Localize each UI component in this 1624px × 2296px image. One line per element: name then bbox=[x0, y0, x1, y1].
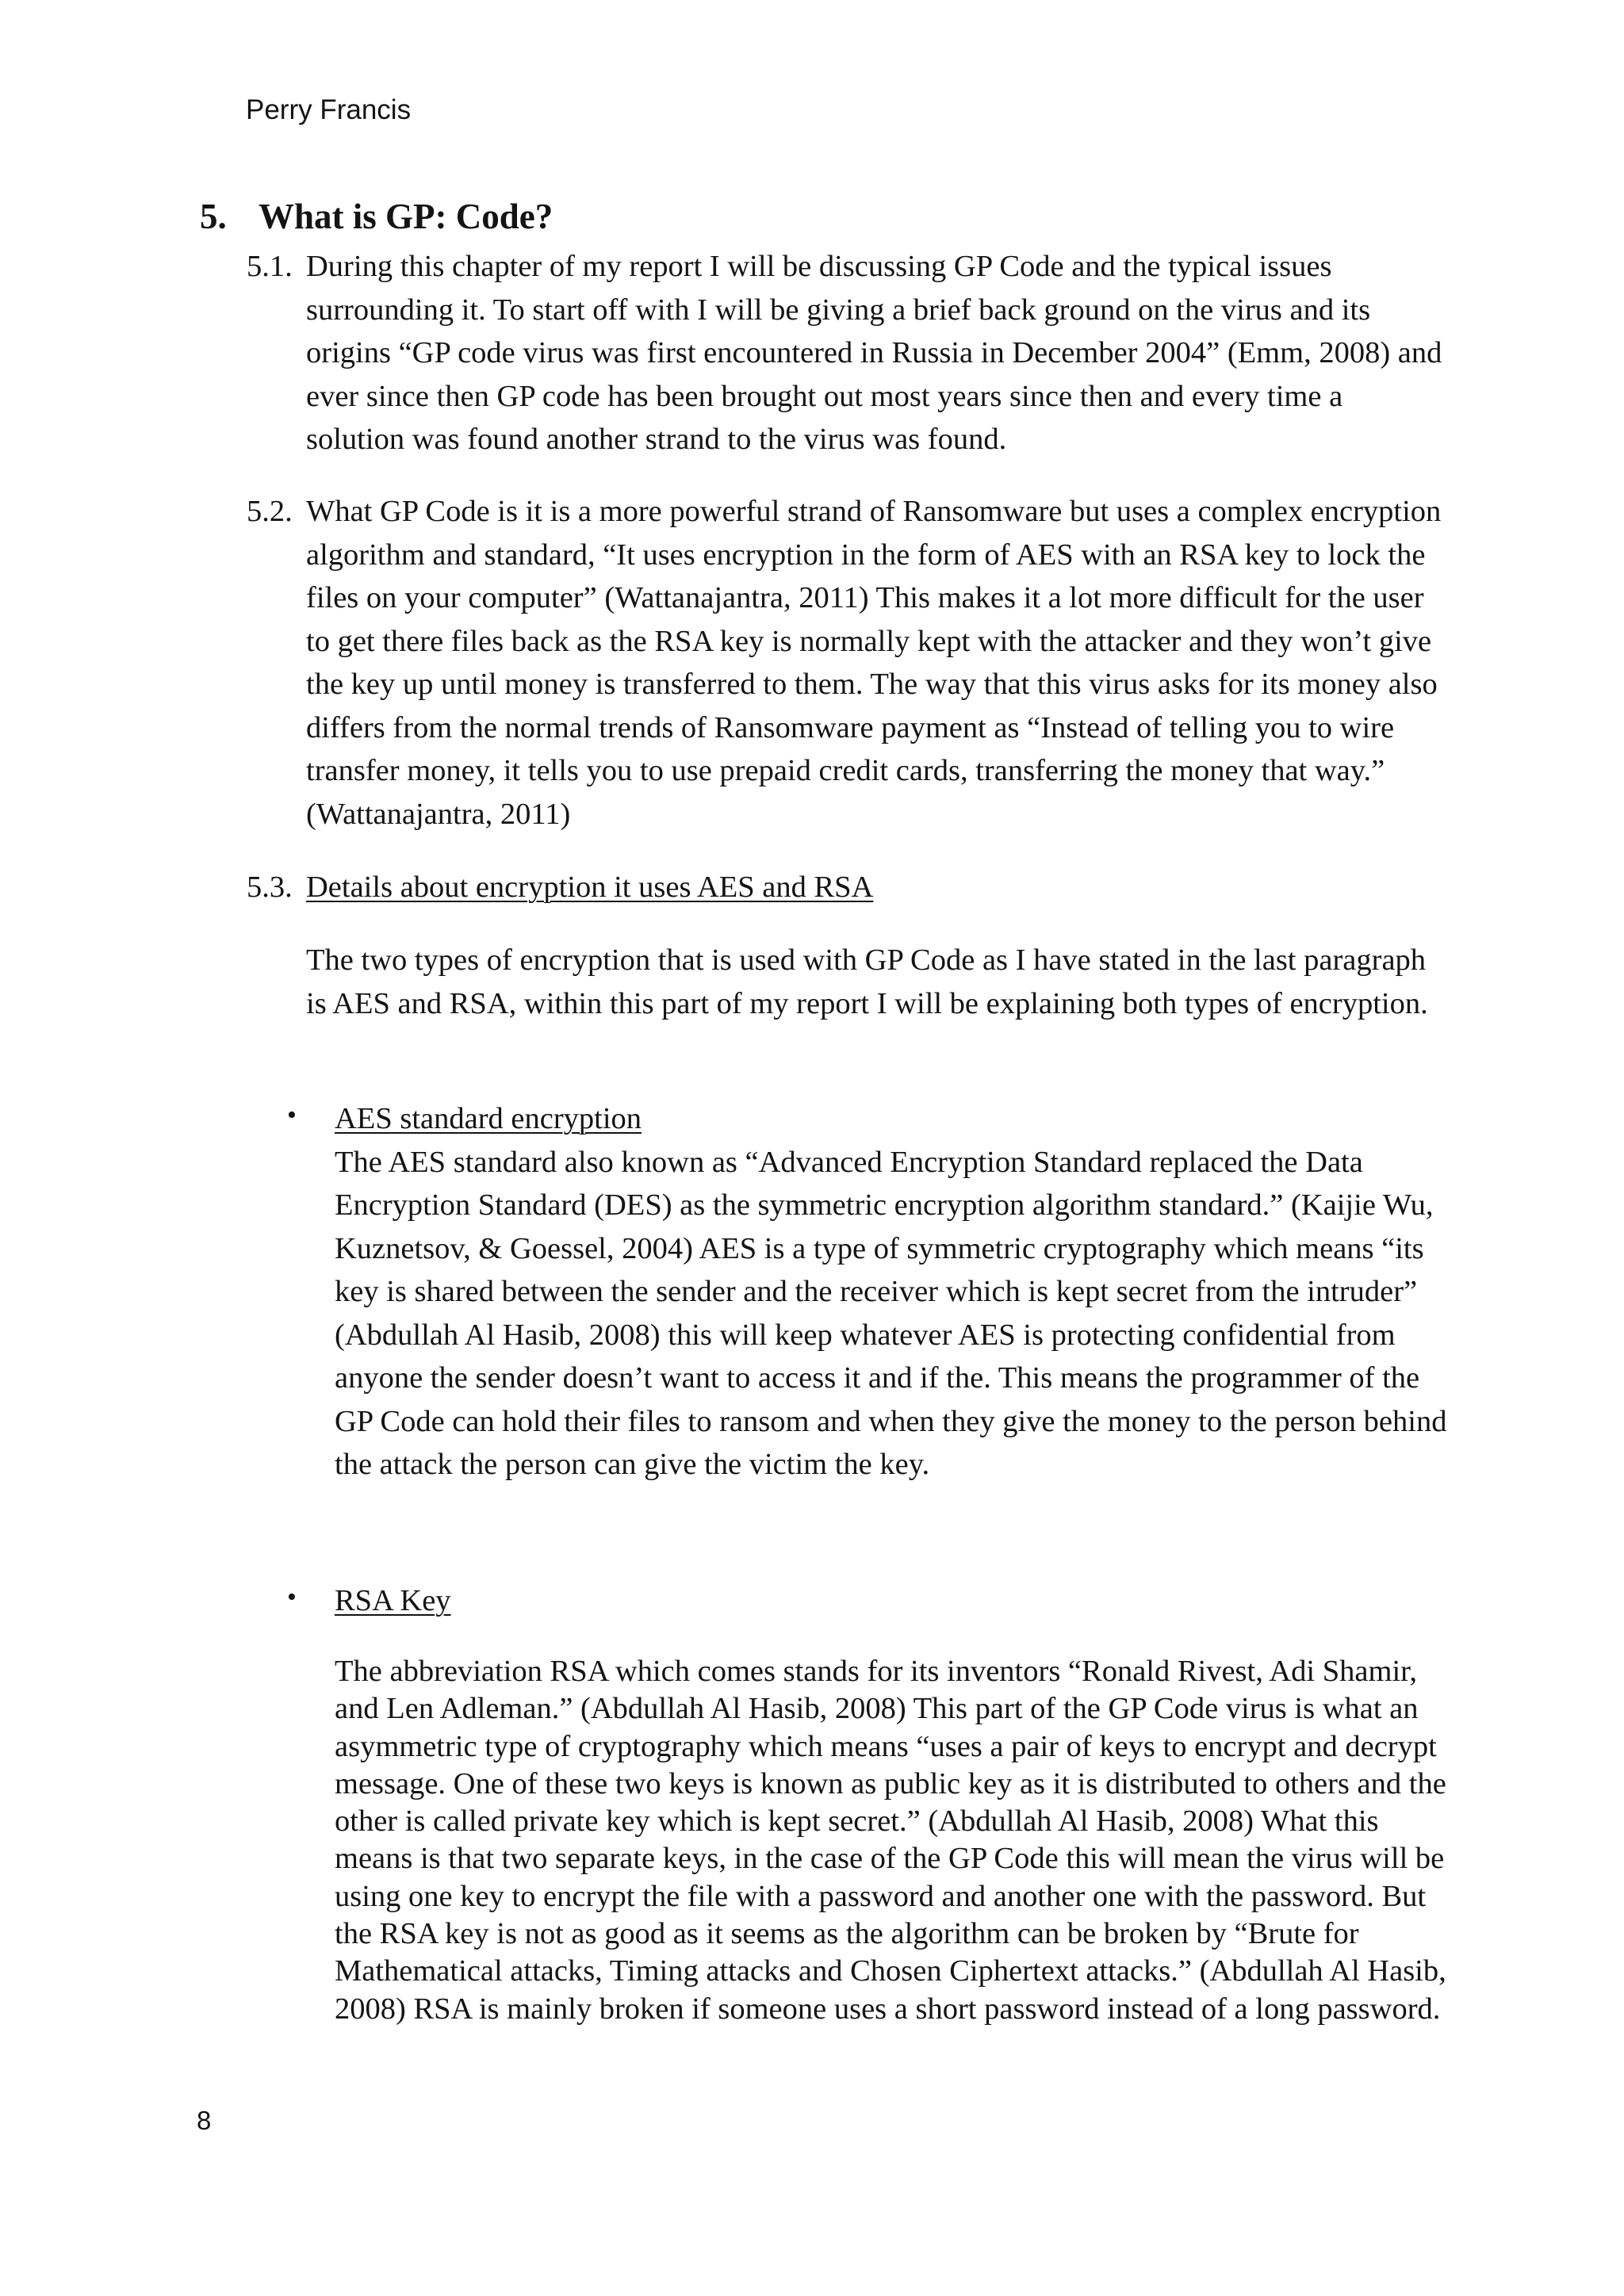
aes-title: AES standard encryption bbox=[335, 1102, 642, 1135]
page-header-author: Perry Francis bbox=[246, 94, 412, 125]
rsa-title: RSA Key bbox=[335, 1584, 451, 1617]
subsection-5-1 bbox=[247, 245, 1444, 461]
rsa-bullet-title-row bbox=[335, 1579, 1449, 1623]
subsection-number: 5.3. bbox=[247, 871, 293, 904]
subsection-5-3 bbox=[247, 866, 1444, 909]
section-heading-number: 5. bbox=[200, 197, 227, 236]
encryption-intro-paragraph: The two types of encryption that is used with GP Code as I have stated in the last paragraph is AES and RSA, within this part of my report I will be explaining both types of encryption. bbox=[306, 943, 1428, 1020]
subsection-5-2 bbox=[247, 490, 1444, 836]
rsa-text: The abbreviation RSA which comes stands for its inventors “Ronald Rivest, Adi Shamir, and Len Adleman.” (Abdullah Al Hasib, 2008) This part of the GP Code virus is what an asymmetric type of cryptography which means “uses a pair of keys to encrypt and decrypt message. One of these two keys is known as public key as it is distributed to others and the other is called private key which is kept secret.” (Abdullah Al Hasib, 2008) What this means is that two separate keys, in the case of the GP Code this will mean the virus will be using one key to encrypt the file with a password and another one with the password. But the RSA key is not as good as it seems as the algorithm can be broken by “Brute for Mathematical attacks, Timing attacks and Chosen Ciphertext attacks.” (Abdullah Al Hasib, 2008) RSA is mainly broken if someone uses a short password instead of a long password. bbox=[335, 1655, 1446, 2026]
subsection-text: What GP Code is it is a more powerful strand of Ransomware but uses a complex encryption algorithm and standard, “It uses encryption in the form of AES with an RSA key to lock the files on your computer” (Wattanajantra, 2011) This makes it a lot more difficult for the user to get there files back as the RSA key is normally kept with the attacker and they won’t give the key up until money is transferred to them. The way that this virus asks for its money also differs from the normal trends of Ransomware payment as “Instead of telling you to wire transfer money, it tells you to use prepaid credit cards, transferring the money that way.” (Wattanajantra, 2011) bbox=[306, 495, 1442, 831]
aes-text: The AES standard also known as “Advanced Encryption Standard replaced the Data Encryption Standard (DES) as the symmetric encryption algorithm standard.” (Kaijie Wu, Kuznetsov, & Goessel, 2004) AES is a type of symmetric cryptography which means “its key is shared between the sender and the receiver which is kept secret from the intruder” (Abdullah Al Hasib, 2008) this will keep whatever AES is protecting confidential from anyone the sender doesn’t want to access it and if the. This means the programmer of the GP Code can hold their files to ransom and when they give the money to the person behind the attack the person can give the victim the key. bbox=[335, 1145, 1447, 1481]
bullet-icon: • bbox=[287, 1582, 297, 1612]
subsection-number: 5.1. bbox=[247, 250, 293, 283]
subsection-text: During this chapter of my report I will be discussing GP Code and the typical issues surrounding it. To start off with I will be giving a brief back ground on the virus and its origins “GP code virus was first encountered in Russia in December 2004” (Emm, 2008) and ever since then GP code has been brought out most years since then and every time a solution was found another strand to the virus was found. bbox=[306, 250, 1442, 456]
bullet-icon: • bbox=[287, 1100, 297, 1130]
section-heading-title: What is GP: Code? bbox=[259, 197, 553, 236]
aes-bullet bbox=[335, 1097, 1449, 1487]
subsection-title: Details about encryption it uses AES and RSA bbox=[306, 871, 874, 904]
subsection-number: 5.2. bbox=[247, 495, 293, 528]
page-number: 8 bbox=[197, 2106, 212, 2135]
section-heading bbox=[200, 195, 553, 238]
